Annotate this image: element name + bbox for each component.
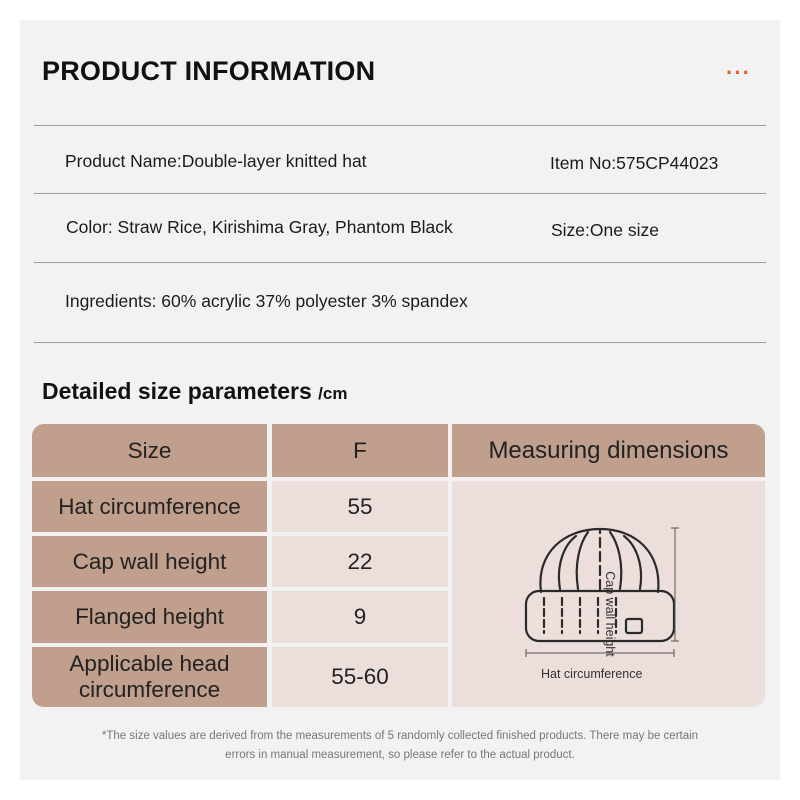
row-label-hat-circumference: Hat circumference [32, 481, 267, 532]
more-options-icon[interactable]: ··· [726, 60, 751, 85]
diagram-width-label: Hat circumference [541, 667, 643, 681]
footnote-line-2: errors in manual measurement, so please refer to the actual product. [225, 749, 575, 761]
row-label-cap-wall-height: Cap wall height [32, 536, 267, 587]
divider [34, 125, 766, 126]
divider [34, 193, 766, 194]
row-value-hat-circumference: 55 [272, 481, 448, 532]
row-value-cap-wall-height: 22 [272, 536, 448, 587]
product-size: Size:One size [551, 220, 659, 240]
row-label-head-circumference: Applicable head circumference [32, 647, 267, 707]
product-colors: Color: Straw Rice, Kirishima Gray, Phantom Black [66, 217, 453, 237]
size-section-heading: Detailed size parameters [42, 378, 312, 404]
diagram-height-label: Cap wall height [603, 571, 617, 657]
row-value-flanged-height: 9 [272, 591, 448, 643]
footnote-line-1: *The size values are derived from the measurements of 5 randomly collected finished products. There may be certain [101, 730, 699, 742]
row-value-head-circumference: 55-60 [272, 647, 448, 707]
table-header-size: Size [32, 424, 267, 477]
product-name: Product Name:Double-layer knitted hat [65, 151, 367, 171]
divider [34, 342, 766, 343]
size-unit: /cm [318, 384, 348, 403]
size-section-title [42, 378, 347, 405]
table-header-measuring: Measuring dimensions [452, 424, 765, 477]
product-ingredients: Ingredients: 60% acrylic 37% polyester 3% spandex [65, 291, 468, 311]
row-label-flanged-height: Flanged height [32, 591, 267, 643]
divider [34, 262, 766, 263]
table-header-f: F [272, 424, 448, 477]
page-title: PRODUCT INFORMATION [42, 56, 376, 86]
item-number: Item No:575CP44023 [550, 153, 719, 173]
